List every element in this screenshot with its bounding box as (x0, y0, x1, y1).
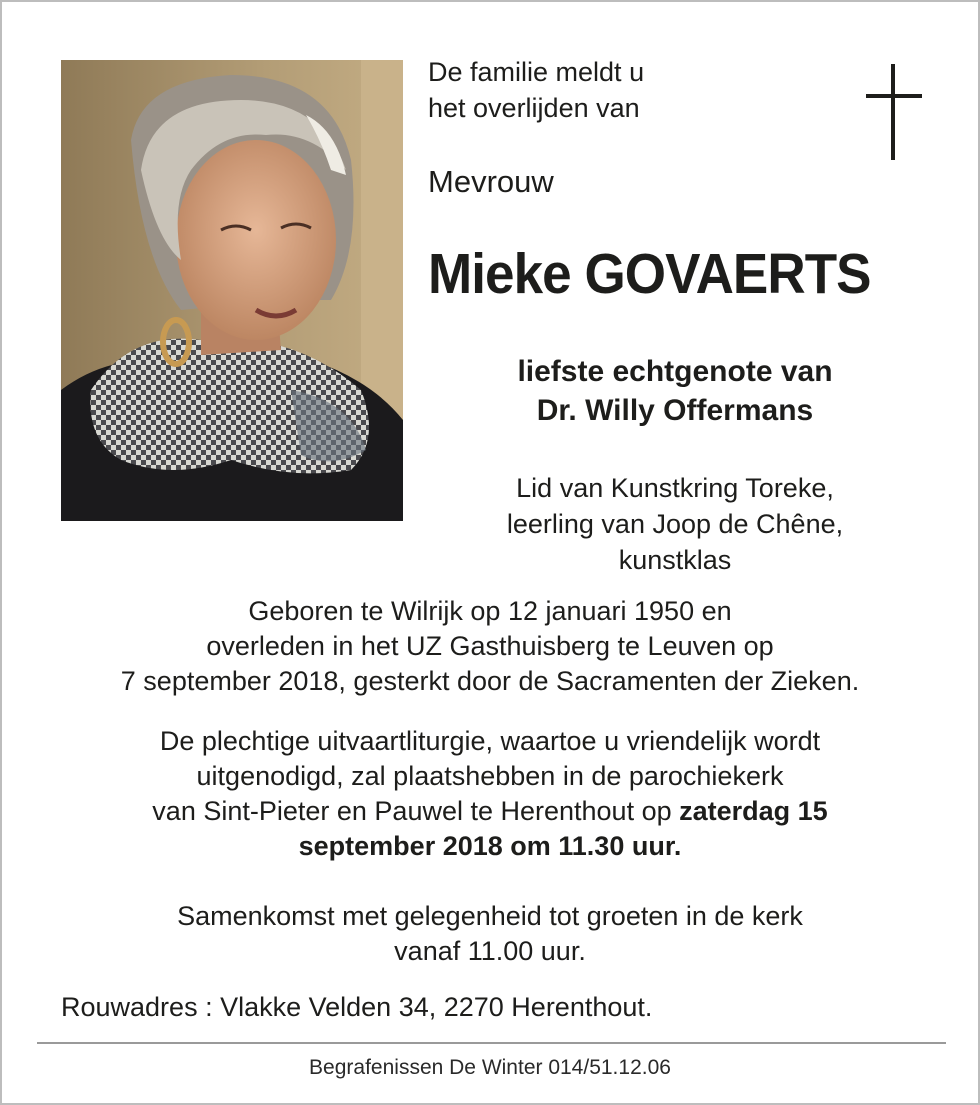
intro-line: het overlijden van (428, 93, 640, 123)
portrait-illustration (61, 60, 403, 521)
spouse-line: liefste echtgenote van (517, 355, 833, 388)
birth-line: 7 september 2018, gesterkt door de Sacramenten der Zieken. (120, 666, 860, 696)
mourning-address: Rouwadres : Vlakke Velden 34, 2270 Herenthout. (61, 992, 653, 1022)
spouse-line: Dr. Willy Offermans (536, 394, 814, 427)
gathering-text (2, 899, 978, 969)
birth-death-text (2, 594, 978, 699)
birth-line: overleden in het UZ Gasthuisberg te Leuven op (206, 631, 774, 661)
membership-line: leerling van Joop de Chêne, (506, 509, 844, 539)
divider (37, 1042, 946, 1044)
membership-line: kunstklas (618, 545, 732, 575)
funeral-home-footer: Begrafenissen De Winter 014/51.12.06 (309, 1056, 671, 1079)
funeral-line: De plechtige uitvaartliturgie, waartoe u vriendelijk wordt (159, 726, 821, 756)
funeral-line-normal: van Sint-Pieter en Pauwel te Herenthout op (152, 796, 680, 826)
gathering-line: Samenkomst met gelegenheid tot groeten in de kerk (177, 901, 803, 931)
cross-icon (864, 64, 924, 165)
gathering-line: vanaf 11.00 uur. (394, 936, 586, 966)
deceased-name: Mieke GOVAERTS (428, 242, 871, 306)
membership-line: Lid van Kunstkring Toreke, (516, 473, 834, 503)
funeral-date-bold: september 2018 om 11.30 uur. (298, 831, 682, 861)
honorific: Mevrouw (428, 164, 554, 199)
funeral-date-bold: zaterdag 15 (679, 796, 828, 826)
funeral-line: uitgenodigd, zal plaatshebben in de parochiekerk (196, 761, 784, 791)
intro-text (428, 54, 644, 126)
funeral-line (2, 794, 978, 829)
membership-text (432, 470, 918, 578)
spouse-text (432, 352, 918, 430)
funeral-line (2, 829, 978, 864)
portrait-photo (61, 60, 403, 521)
birth-line: Geboren te Wilrijk op 12 januari 1950 en (248, 596, 732, 626)
funeral-text (2, 724, 978, 864)
intro-line: De familie meldt u (428, 57, 645, 87)
